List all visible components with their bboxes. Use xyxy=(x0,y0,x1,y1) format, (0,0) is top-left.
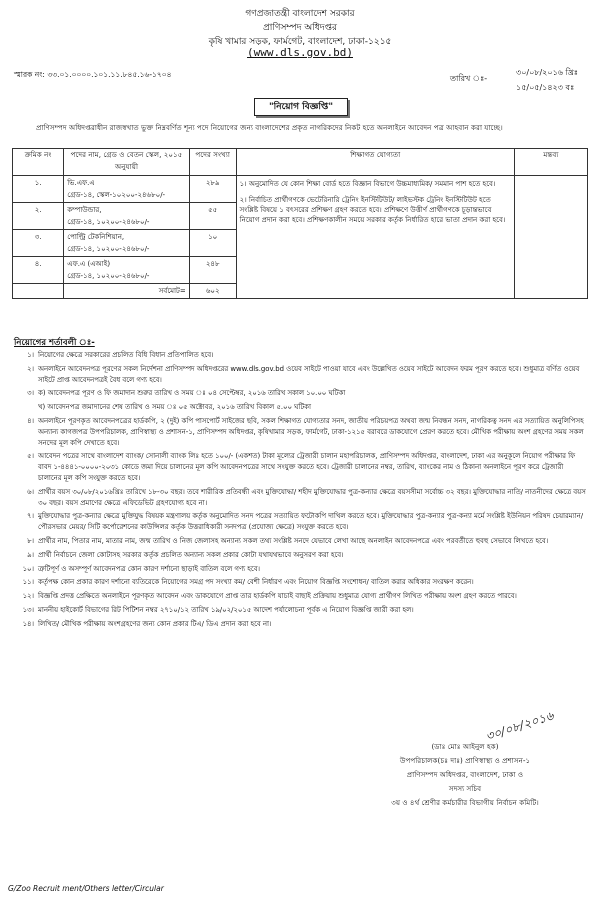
term-number: ১১। xyxy=(22,578,34,587)
term-text: খ) আবেদনপত্র জমাদানের শেষ তারিখ ও সময় ঃ ০৫ অক্টোবর, ২০১৬ তারিখ বিকাল ৫.০০ ঘটিকা xyxy=(38,403,311,412)
term-text: অনলাইনে পূরণকৃত আবেদনপত্রের হার্ডকপি, ২ (দুই) কপি পাসপোর্ট সাইজের ছবি, সকল শিক্ষাগত যোগ্যতার সনদ, জাতীয় পরিচয়পত্র অথবা জন্ম নিবন্ধন সনদ, নাগরিকত্ব সনদ এর সত্যায়িত অনুলিপিসহ অন্যান্য কাগজপত্র উপপরিচালক, প্রাণিস্বাস্থ্য ও প্রশাসন-১, প্রাণিসম্পদ অধিদপ্তর, কৃষিখামার সড়ক, ফার্মগেট, ঢাকা-১২১৫ বরাবরে ডাকযোগে প্রেরণ করতে হবে। মৌখিক পরীক্ষায় অংশ গ্রহণের সময় সকল সনদের মূল কপি দেখাতে হবে। xyxy=(38,416,584,447)
header-count: পদের সংখ্যা xyxy=(189,149,236,176)
list-item xyxy=(8,416,588,448)
footer-path: G/Zoo Recruit ment/Others letter/Circular xyxy=(8,884,164,893)
term-text: অনলাইনে আবেদনপত্র পূরণের সকল নির্দেশনা প্রাণিসম্পদ অধিদপ্তরের www.dls.gov.bd ওয়েব সাইটে পাওয়া যাবে এবং উল্লেখিত ওয়েব সাইটে আবেদন ফরম পূরণ করতে হবে। শুধুমাত্র বর্ণিত ওয়েব সাইটে প্রাপ্ত আবেদনপত্রই বৈধ বলে গণ্য হবে। xyxy=(38,364,580,384)
list-item xyxy=(8,487,588,509)
header-serial: ক্রমিক নং xyxy=(13,149,64,176)
term-text: প্রার্থী নির্বাচনে জেলা কোটাসহ সরকার কর্তৃক প্রচলিত অন্যান্য সকল প্রকার কোটা যথাযথভাবে অনুসরণ করা হবে। xyxy=(38,550,344,559)
row-count: ১০ xyxy=(189,230,236,257)
term-number: ১৪। xyxy=(22,619,34,628)
row-post xyxy=(64,230,189,257)
row-serial: ২. xyxy=(13,203,64,230)
term-text: মুক্তিযোদ্ধার পুত্র-কন্যার ক্ষেত্রে মুক্তিযুদ্ধ বিষয়ক মন্ত্রণালয় কর্তৃক অনুমোদিত সনদ পত্রের সত্যায়িত ফটোকপি দাখিল করতে হবে। মুক্তিযোদ্ধার পুত্র-কন্যার পুত্র-কন্যা মর্মে সংশ্লিষ্ট ইউনিয়ন পরিষদ চেয়ারম্যান/ পৌরসভার মেয়র/ সিটি কর্পোরেশনের কাউন্সিলর কর্তৃক উত্তরাধিকারী সনদপত্র (প্রযোজ্য ক্ষেত্রে) সংযুক্ত করতে হবে। xyxy=(38,512,584,532)
term-text: মাননীয় হাইকোর্ট বিভাগের রিট পিটিশন নম্বর ২৭১০/১২ তারিখ ১৯/০২/২০১৫ আদেশ পর্যালোচনা পূর্বক এ নিয়োগ বিজ্ঞপ্তি জারী করা হল। xyxy=(38,605,414,614)
term-number: ৫। xyxy=(27,452,34,461)
list-item xyxy=(8,350,588,361)
qualification-cell xyxy=(236,176,514,299)
term-text: লিখিত/ মৌখিক পরীক্ষায় অংশগ্রহণের জন্য কোন প্রকার টিএ/ ডিএ প্রদান করা হবে না। xyxy=(38,619,272,628)
terms-list xyxy=(8,350,588,633)
term-number: ৭। xyxy=(27,512,34,521)
list-item xyxy=(8,564,588,575)
intro-paragraph: প্রাণিসম্পদ অধিদপ্তরাধীন রাজস্বখাত ভুক্ত নিম্নবর্ণিত শূন্য পদে নিয়োগের জন্য বাংলাদেশের প্রকৃত নাগরিকদের নিকট হতে অনলাইনে আবেদন পত্র আহবান করা যাচ্ছে। xyxy=(36,123,503,132)
term-number xyxy=(8,402,38,413)
signatory-role: সদস্য সচিব xyxy=(448,784,482,793)
post-grade: গ্রেড-১৪, ১০২০০-২৪৬৮০/- xyxy=(67,218,150,226)
date-gregorian: ৩০/০৮/২০১৬ খ্রিঃ xyxy=(516,68,579,77)
list-item xyxy=(8,605,588,616)
post-grade: গ্রেড-১৪, ১০২০০-২৪৬৮০/- xyxy=(67,272,150,280)
term-number: ৪। xyxy=(27,416,34,425)
row-post xyxy=(64,203,189,230)
govt-header: গণপ্রজাতন্ত্রী বাংলাদেশ সরকার xyxy=(245,9,355,19)
qualification-1: ১। অনুমোদিত যে কোন শিক্ষা বোর্ড হতে বিজ্ঞান বিভাগে উচ্চমাধ্যমিক/ সমমান পাশ হতে হবে। xyxy=(239,180,496,188)
header-post: পদের নাম, গ্রেড ও বেতন স্কেল, ২০১৫ অনুযায়ী xyxy=(64,149,189,176)
vacancy-table xyxy=(12,148,588,299)
term-text: বিজ্ঞপ্তি প্রদত্ত প্রেক্ষিতে অনলাইনে পূরণকৃত আবেদন এবং ডাকযোগে প্রাপ্ত তার হার্ডকপি যাচাই বাছাই প্রক্রিয়ায় শুধুমাত্র যোগ্য প্রার্থীগণ লিখিত পরীক্ষায় অংশ গ্রহণ করতে পারবে। xyxy=(38,592,517,601)
post-grade: গ্রেড-১৪, ১০২০০-২৪৬৮০/- xyxy=(67,245,150,253)
row-count: ২৮৯ xyxy=(189,176,236,203)
term-text: প্রার্থীর নাম, পিতার নাম, মাতার নাম, জন্ম তারিখ ও নিজ জেলাসহ অন্যান্য সকল তথ্য সংশ্লিষ্ট সনদে যেভাবে লেখা আছে অনলাইন আবেদনপত্রে এবং পরবর্তীতে হুবহু সেভাবে লিখতে হবে। xyxy=(38,536,549,545)
post-name: এফ.এ (এআই) xyxy=(67,260,111,268)
remarks-cell xyxy=(514,176,587,299)
term-number: ৯। xyxy=(27,550,34,559)
term-number: ১৩। xyxy=(22,605,34,614)
row-serial: ১. xyxy=(13,176,64,203)
term-text: ত্রুটিপূর্ণ ও অসম্পূর্ণ আবেদনপত্র কোন কারণ দর্শানো ছাড়াই বাতিল বলে গণ্য হবে। xyxy=(38,564,260,573)
term-number: ২। xyxy=(27,364,34,373)
row-post xyxy=(64,257,189,284)
list-item xyxy=(8,591,588,602)
post-name: ভি.এফ.এ xyxy=(67,179,95,187)
term-text: নিয়োগের ক্ষেত্রে সরকারের প্রচলিত বিধি বিধান প্রতিপালিত হবে। xyxy=(38,351,214,359)
term-number: ৩। xyxy=(27,389,34,398)
list-item xyxy=(8,619,588,630)
signatory-designation: উপপরিচালক(চঃ দাঃ) প্রাণিস্বাস্থ্য ও প্রশাসন-১ xyxy=(399,756,531,765)
list-item xyxy=(8,364,588,386)
signatory-office: প্রাণিসম্পদ অধিদপ্তর, বাংলাদেশ, ঢাকা ও xyxy=(406,770,524,779)
list-item xyxy=(8,536,588,547)
term-number: ১০। xyxy=(22,564,34,573)
list-item xyxy=(8,577,588,588)
department-header: প্রাণিসম্পদ অধিদপ্তর xyxy=(263,23,337,33)
table-header-row xyxy=(13,149,588,176)
list-item xyxy=(8,388,588,399)
terms-title: নিয়োগের শর্তাবলী ঃ- xyxy=(14,338,95,348)
post-grade: গ্রেড-১৪, স্কেল-১০২০০-২৪৬৮০/- xyxy=(67,191,166,199)
signatory-committee: ৩য় ও ৪র্থ শ্রেণীর কর্মচারীর বিভাগীয় নির্বাচন কমিটি। xyxy=(391,798,539,807)
post-name: পোল্ট্রি টেকনিশিয়ান, xyxy=(67,233,125,241)
post-name: কম্পাউন্ডার, xyxy=(67,206,102,214)
memo-number: স্মারক নং: ৩৩.০১.০০০০.১০১.১১.৮৪৫.১৬-১৭০৪ xyxy=(14,70,172,79)
signature-scribble: ৩০/০৮/২০১৬ xyxy=(483,708,556,744)
term-number: ৬। xyxy=(27,487,34,496)
qualification-2: ২। নির্বাচিত প্রার্থীগণকে ভেটেরিনারি ট্রেনিং ইনস্টিটিউট/ লাইভস্টক ট্রেনিং ইনস্টিটিউট হতে সংশ্লিষ্ট বিষয়ে ১ বৎসরের প্রশিক্ষণ গ্রহণ করতে হবে। প্রশিক্ষণে উত্তীর্ণ প্রার্থীগণকে চূড়ান্তভাবে নিয়োগ প্রদান করা হবে। প্রশিক্ষণকালীন সময়ে সরকার কর্তৃক নির্ধারিত হারে ভাতা প্রদান করা হবে। xyxy=(239,196,506,224)
date-label: তারিখ ঃ- xyxy=(450,74,488,83)
term-number: ৮। xyxy=(27,536,34,545)
total-spacer xyxy=(13,284,64,299)
row-serial: ৪. xyxy=(13,257,64,284)
row-count: ৫৫ xyxy=(189,203,236,230)
list-item xyxy=(8,511,588,533)
row-post xyxy=(64,176,189,203)
notice-title: "নিয়োগ বিজ্ঞপ্তি" xyxy=(254,98,348,116)
row-serial: ৩. xyxy=(13,230,64,257)
term-text: কর্তৃপক্ষ কোন প্রকার কারণ দর্শানো ব্যতিরেকে নিয়োগের সমগ্র পদ সংখ্যা কম/ বেশী নির্ধারণ এবং নিয়োগ বিজ্ঞপ্তি সংশোধন/ বাতিল করার অধিকার সংরক্ষণ করেন। xyxy=(38,578,474,587)
total-label: সর্বমোট= xyxy=(64,284,189,299)
table-row xyxy=(13,176,588,203)
header-qualification: শিক্ষাগত যোগ্যতা xyxy=(236,149,514,176)
total-count: ৬০২ xyxy=(189,284,236,299)
list-item xyxy=(8,451,588,483)
address-header: কৃষি খামার সড়ক, ফার্মগেট, বাংলাদেশ, ঢাকা-১২১৫ xyxy=(208,37,392,47)
term-text: প্রার্থীর বয়স ৩০/০৮/২০১৬খ্রিঃ তারিখে ১৮-৩০ বছর। তবে শারীরিক প্রতিবন্ধী এবং মুক্তিযোদ্ধা/ শহীদ মুক্তিযোদ্ধার পুত্র-কন্যার ক্ষেত্রে বয়সসীমা সর্বোচ্চ ৩২ বছর। মুক্তিযোদ্ধার নাতি/ নাতনীদের ক্ষেত্রে বয়স ৩০ বছর। বয়স প্রমাণের ক্ষেত্রে এফিডেভিট গ্রহণযোগ্য হবে না। xyxy=(38,487,586,507)
date-bengali: ১৫/০৫/১৪২৩ বঃ xyxy=(516,83,575,92)
list-item xyxy=(8,402,588,413)
row-count: ২৪৮ xyxy=(189,257,236,284)
website-header[interactable]: (www.dls.gov.bd) xyxy=(247,46,353,59)
term-text: ক) আবেদনপত্র পূরণ ও ফি জমাদান শুরুর তারিখ ও সময় ঃ ০৪ সেপ্টেম্বর, ২০১৬ তারিখ সকাল ১০.০০ ঘটিকা xyxy=(38,389,346,398)
list-item xyxy=(8,550,588,561)
term-number: ১২। xyxy=(22,592,34,601)
header-remarks: মন্তব্য xyxy=(514,149,587,176)
term-text: আবেদন পত্রের সাথে বাংলাদেশ ব্যাংক/ সোনালী ব্যাংক লিঃ হতে ১০০/- (একশত) টাকা মূল্যের ট্রেজারী চালান মহাপরিচালক, প্রাণিসম্পদ অধিদপ্তর, বাংলাদেশ, ঢাকা এর অনুকূলে নিয়োগ পরীক্ষার ফি বাবদ ১-৪৪৪১-০০০০-২০৩১ কোডে জমা দিয়ে চালানের মূল কপি আবেদনপত্রের সাথে সংযুক্ত করতে হবে। ট্রেজারী চালানের নম্বর, তারিখ, ব্যাংকের নাম ও ঠিকানা অনলাইনে পূরণ করে ট্রেজারী চালানের মূল কপি সংযুক্ত করতে হবে। xyxy=(38,452,576,482)
signatory-name: (ডাঃ মোঃ আইনুল হক) xyxy=(431,742,499,751)
term-number: ১। xyxy=(27,351,34,359)
